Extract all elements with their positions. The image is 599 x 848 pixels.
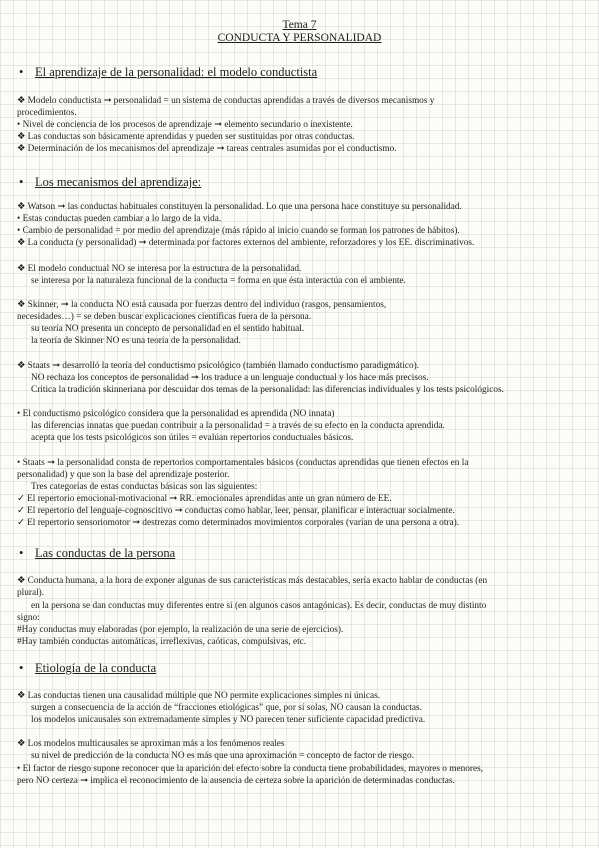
text-line: signo: xyxy=(17,613,40,623)
text-line: necesidades…) = se deben buscar explicaciones científicas fuera de la persona. xyxy=(17,312,312,322)
bullet-icon: • xyxy=(19,65,24,79)
section-heading-aprendizaje xyxy=(19,64,317,80)
text-line: ❖ Modelo conductista ➞ personalidad = un sistema de conductas aprendidas a través de diversos mecanismos y xyxy=(17,96,435,106)
text-line: ❖ El modelo conductual NO se interesa por la estructura de la personalidad. xyxy=(17,264,302,274)
document-title: CONDUCTA Y PERSONALIDAD xyxy=(217,32,382,44)
text-line: ✓ El repertorio emocional-motivacional ➞ RR. emocionales aprendidas ante un gran número de EE. xyxy=(17,494,392,504)
text-line: procedimientos. xyxy=(17,108,77,118)
text-line: ❖ Los modelos multicausales se aproximan más a los fenómenos reales xyxy=(17,739,285,749)
text-line: NO rechaza los conceptos de personalidad ➞ los traduce a un lenguaje conductual y los hace más precisos. xyxy=(31,373,429,383)
text-line: Tres categorías de estas conductas básicas son las siguientes: xyxy=(31,482,258,492)
text-line: ❖ Determinación de los mecanismos del aprendizaje ➞ tareas centrales asumidas por el conductismo. xyxy=(17,144,397,154)
text-line: ❖ Las conductas tienen una causalidad múltiple que NO permite explicaciones simples ni únicas. xyxy=(17,691,381,701)
text-line: ❖ Las conductas son básicamente aprendidas y pueden ser sustituidas por otras conductas. xyxy=(17,132,355,142)
text-line: ❖ Watson ➞ las conductas habituales constituyen la personalidad. Lo que una persona hace constituye su personalidad. xyxy=(17,202,462,212)
text-line: ❖ Conducta humana, a la hora de exponer algunas de sus características más destacables, sería exacto hablar de conductas (en xyxy=(17,576,488,586)
text-line: • Cambio de personalidad = por medio del aprendizaje (más rápido al inicio cuando se forman los patrones de hábitos). xyxy=(17,226,460,236)
text-line: • El conductismo psicológico considera que la personalidad es aprendida (NO innata) xyxy=(17,409,335,419)
text-line: pero NO certeza ➞ implica el reconocimiento de la ausencia de certeza sobre la aparición de determinadas conductas. xyxy=(17,776,455,786)
text-line: ❖ La conducta (y personalidad) ➞ determinada por factores externos del ambiente, reforzadores y los EE. discriminativos. xyxy=(17,238,475,248)
bullet-icon: • xyxy=(19,175,24,189)
section-title: Las conductas de la persona xyxy=(35,546,176,560)
text-line: ✓ El repertorio sensoriomotor ➞ destrezas como determinados movimientos corporales (varían de una persona a otra). xyxy=(17,518,460,528)
bullet-icon: • xyxy=(19,661,24,675)
text-line: • Estas conductas pueden cambiar a lo largo de la vida. xyxy=(17,214,222,224)
text-line: plural). xyxy=(17,588,45,598)
section-title: Etiología de la conducta xyxy=(35,661,157,675)
text-line: las diferencias innatas que puedan contribuir a la personalidad = a través de su efecto en la conducta aprendida. xyxy=(31,421,445,431)
text-line: su nivel de predicción de la conducta NO es más que una aproximación = concepto de factor de riesgo. xyxy=(31,751,414,761)
bullet-icon: • xyxy=(19,546,24,560)
text-line: Critica la tradición skinneriana por descuidar dos temas de la personalidad: las diferencias individuales y los tests psicológicos. xyxy=(31,385,504,395)
text-line: en la persona se dan conductas muy diferentes entre sí (en algunos casos antagónicas). Es decir, conductas de muy distinto xyxy=(31,601,487,611)
text-line: se interesa por la naturaleza funcional de la conducta = forma en que ésta interactúa con el ambiente. xyxy=(31,276,406,286)
text-line: ❖ Skinner, ➞ la conducta NO está causada por fuerzas dentro del individuo (rasgos, pensamientos, xyxy=(17,300,387,310)
section-title: El aprendizaje de la personalidad: el modelo conductista xyxy=(35,65,318,79)
text-line: ❖ Staats ➞ desarrolló la teoría del conductismo psicológico (también llamado conductismo paradigmático). xyxy=(17,361,420,371)
text-line: #Hay también conductas automáticas, irreflexivas, caóticas, compulsivas, etc. xyxy=(17,637,307,647)
text-line: surgen a consecuencia de la acción de “fracciones etiológicas” que, por sí solas, NO causan la conductas. xyxy=(31,703,422,713)
section-heading-conductas xyxy=(19,545,175,561)
section-heading-etiologia xyxy=(19,660,156,676)
text-line: los modelos unicausales son extremadamente simples y NO parecen tener suficiente capacidad predictiva. xyxy=(31,715,426,725)
text-line: • El factor de riesgo supone reconocer que la aparición del efecto sobre la conducta tiene probabilidades, mayores o menores, xyxy=(17,764,484,774)
section-title: Los mecanismos del aprendizaje: xyxy=(35,175,202,189)
text-line: #Hay conductas muy elaboradas (por ejemplo, la realización de una serie de ejercicios). xyxy=(17,625,344,635)
text-line: ✓ El repertorio del lenguaje-cognoscitivo ➞ conductas como hablar, leer, pensar, planificar e interactuar socialmente. xyxy=(17,506,455,516)
text-line: • Nivel de conciencia de los procesos de aprendizaje ➞ elemento secundario o inexistente. xyxy=(17,120,353,130)
section-heading-mecanismos xyxy=(19,174,201,190)
topic-number: Tema 7 xyxy=(282,19,317,31)
text-line: su teoría NO presenta un concepto de personalidad en el sentido habitual. xyxy=(31,324,305,334)
text-line: la teoría de Skinner NO es una teoría de la personalidad. xyxy=(31,336,241,346)
text-line: personalidad) y que son la base del aprendizaje posterior. xyxy=(17,470,230,480)
text-line: • Staats ➞ la personalidad consta de repertorios comportamentales básicos (conductas aprendidas que tienen efectos en la xyxy=(17,458,469,468)
text-line: acepta que los tests psicológicos son útiles = evalúan repertorios conductuales básicos. xyxy=(31,433,354,443)
